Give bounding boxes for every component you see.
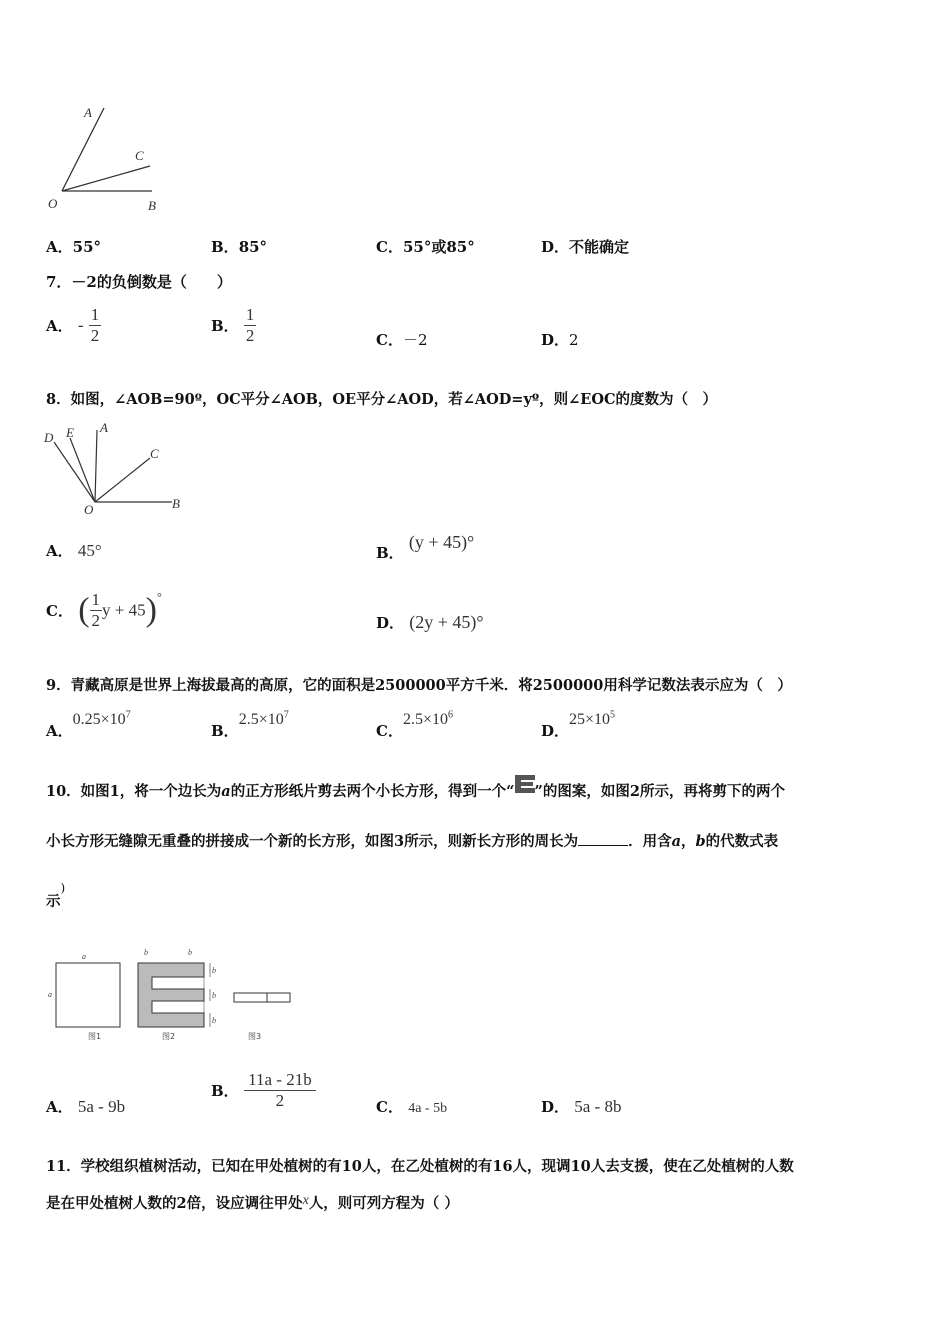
fig2-caption: 图2 <box>162 1032 176 1041</box>
q6-option-b: B．85° <box>211 238 268 256</box>
svg-text:b: b <box>188 948 192 957</box>
q6-option-a: A．55° <box>46 238 102 256</box>
fig8-label-d: D <box>44 430 54 445</box>
svg-text:b: b <box>212 1016 216 1025</box>
angle-figure-q6 <box>40 98 180 218</box>
q9-option-b: B．$2.5\times 10^7$ <box>211 709 289 740</box>
q6-option-c: C．55°或85° <box>376 238 475 256</box>
angle-figure-q8 <box>40 420 190 520</box>
fig8-label-b: B <box>172 496 180 511</box>
q10-option-c: C． 4a - 5b <box>376 1098 448 1116</box>
q10-option-d: D． 5a - 8b <box>541 1097 622 1116</box>
q10-line2: 小长方形无缝隙无重叠的拼接成一个新的长方形，如图3所示，则新长方形的周长为 ．用含a，b的代数式表 <box>46 833 779 850</box>
q11-line2: 是在甲处植树人数的2倍，设应调往甲处x人，则可列方程为（ ） <box>46 1193 459 1212</box>
fig1-caption: 图1 <box>88 1032 102 1041</box>
q8-option-d: D． (2y + 45)° <box>376 612 484 632</box>
fig8-label-e: E <box>66 425 74 440</box>
q7-text: 7．－2的负倒数是（ ） <box>46 273 232 291</box>
fig8-label-c: C <box>150 446 159 461</box>
q9-text: 9．青藏高原是世界上海拔最高的高原，它的面积是2500000平方千米．将2500000用科学记数法表示应为（ ） <box>46 677 792 694</box>
answer-blank <box>578 845 628 846</box>
q10-line3: 示) <box>46 881 66 910</box>
q8-text: 8．如图，∠AOB=90º，OC平分∠AOB，OE平分∠AOD，若∠AOD=yº，则∠EOC的度数为（ ） <box>46 391 717 408</box>
q11-line1: 11．学校组织植树活动，已知在甲处植树的有10人，在乙处植树的有16人，现调10人去支援，使在乙处植树的人数 <box>46 1158 794 1175</box>
svg-text:a: a <box>82 952 86 961</box>
svg-text:a: a <box>48 990 52 999</box>
e-shape-icon <box>515 775 535 793</box>
q6-option-d: D．不能确定 <box>541 238 630 256</box>
fig8-label-o: O <box>84 502 94 517</box>
svg-text:b: b <box>212 991 216 1000</box>
q10-option-b: B． $\frac{11a - 21b}{2}$ <box>211 1070 316 1111</box>
q9-option-a: A．$0.25\times 10^7$ <box>46 709 131 740</box>
svg-text:b: b <box>212 966 216 975</box>
q10-line1: 10．如图1，将一个边长为a的正方形纸片剪去两个小长方形，得到一个“ ”的图案，如图2所示，再将剪下的两个 <box>46 780 785 801</box>
q7-option-c: C．－2 <box>376 331 428 349</box>
q10-figures <box>44 945 304 1045</box>
fig3-caption: 图3 <box>248 1032 262 1041</box>
fig6-label-a: A <box>84 105 92 120</box>
fig6-label-b: B <box>148 198 156 213</box>
q10-option-a: A． 5a - 9b <box>46 1097 126 1116</box>
q7-option-a: A． - $\frac{1}{2}$ <box>46 305 100 345</box>
svg-text:b: b <box>144 948 148 957</box>
q8-option-b: B． (y + 45)° <box>376 532 475 562</box>
q8-option-a: A． 45° <box>46 541 102 560</box>
q7-option-d: D．2 <box>541 331 579 349</box>
q9-option-d: D．$25\times 10^5$ <box>541 709 616 740</box>
q8-option-c: C． ( $\frac{1}{2}$ y + 45)° <box>46 590 162 630</box>
fig6-label-c: C <box>135 148 144 163</box>
q7-option-b: B． $\frac{1}{2}$ <box>211 305 255 345</box>
fig8-label-a: A <box>100 420 108 435</box>
q9-option-c: C．$2.5\times 10^6$ <box>376 709 453 740</box>
fig6-label-o: O <box>48 196 58 211</box>
